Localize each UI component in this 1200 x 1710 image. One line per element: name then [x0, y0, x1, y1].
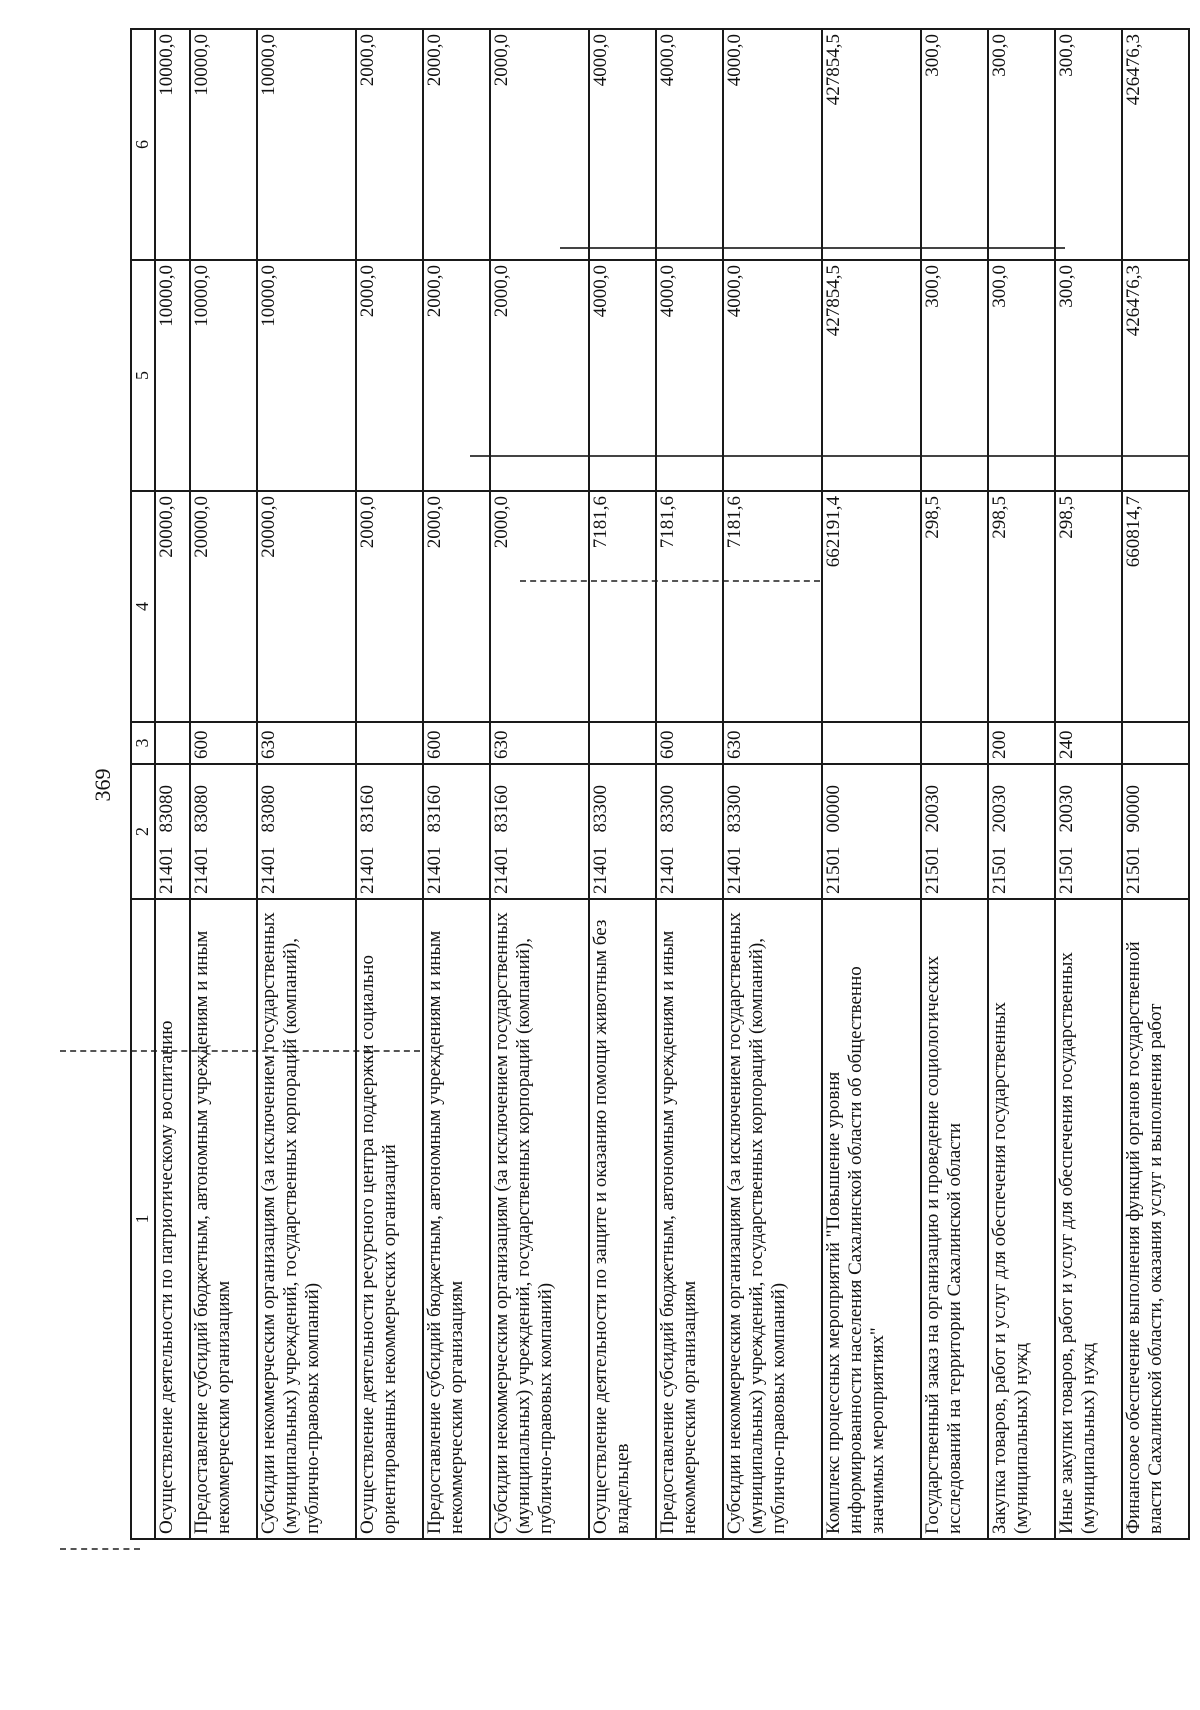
row-expense-type: 630: [490, 722, 589, 764]
row-value-col6: 4000,0: [723, 29, 822, 260]
row-name: Осуществление деятельности ресурсного центра поддержки социально ориентированных некоммерческих организаций: [356, 899, 423, 1539]
row-code-direction: 20030: [921, 785, 943, 833]
row-value-col5: 426476,3: [1122, 260, 1189, 491]
row-value-col5: 10000,0: [190, 260, 257, 491]
table-row: [190, 29, 257, 1539]
row-value-col5: 4000,0: [589, 260, 656, 491]
row-code: [1055, 764, 1122, 899]
scan-artifact-dash: [60, 1548, 140, 1550]
row-name: Субсидии некоммерческим организациям (за исключением государственных (муниципальных) учреждений, государственных корпораций (компаний), публично-правовых компаний): [490, 899, 589, 1539]
row-value-col4: 7181,6: [723, 491, 822, 722]
column-header-6: 6: [131, 29, 155, 260]
row-code: [723, 764, 822, 899]
row-code-program: 21501: [822, 846, 844, 894]
column-header-1: 1: [131, 899, 155, 1539]
row-value-col6: 300,0: [988, 29, 1055, 260]
row-code-program: 21401: [156, 846, 177, 894]
budget-table: [130, 28, 1190, 1540]
row-value-col4: 298,5: [988, 491, 1055, 722]
row-expense-type: 600: [656, 722, 723, 764]
row-code-direction: 83300: [656, 785, 678, 833]
row-code-direction: 00000: [822, 785, 844, 833]
column-header-3: 3: [131, 722, 155, 764]
table-row: [356, 29, 423, 1539]
row-code-direction: 83080: [190, 785, 212, 833]
table-row: [423, 29, 490, 1539]
row-code: [190, 764, 257, 899]
row-expense-type: [822, 722, 921, 764]
table-row: [257, 29, 356, 1539]
column-header-4: 4: [131, 491, 155, 722]
row-expense-type: 240: [1055, 722, 1122, 764]
row-expense-type: [921, 722, 988, 764]
table-row: [589, 29, 656, 1539]
table-row: [1122, 29, 1189, 1539]
row-code-direction: 83160: [490, 785, 512, 833]
row-value-col6: 10000,0: [155, 29, 190, 260]
row-code: [155, 764, 190, 899]
row-code-program: 21401: [490, 846, 512, 894]
table-row: [723, 29, 822, 1539]
row-expense-type: [155, 722, 190, 764]
row-expense-type: 200: [988, 722, 1055, 764]
row-code-direction: 20030: [988, 785, 1010, 833]
column-header-5: 5: [131, 260, 155, 491]
table-header-row: [131, 29, 155, 1539]
row-value-col6: 2000,0: [490, 29, 589, 260]
row-value-col6: 300,0: [921, 29, 988, 260]
row-code-direction: 83300: [589, 785, 611, 833]
row-expense-type: [356, 722, 423, 764]
row-code: [921, 764, 988, 899]
row-expense-type: [589, 722, 656, 764]
row-code: [988, 764, 1055, 899]
row-code-program: 21401: [589, 846, 611, 894]
row-code: [490, 764, 589, 899]
row-name: Иные закупки товаров, работ и услуг для обеспечения государственных (муниципальных) нужд: [1055, 899, 1122, 1539]
row-value-col4: 7181,6: [656, 491, 723, 722]
row-value-col6: 2000,0: [356, 29, 423, 260]
row-code: [257, 764, 356, 899]
row-value-col5: 2000,0: [423, 260, 490, 491]
row-value-col4: 20000,0: [155, 491, 190, 722]
row-expense-type: 630: [257, 722, 356, 764]
row-value-col6: 426476,3: [1122, 29, 1189, 260]
table-row: [988, 29, 1055, 1539]
table-row: [1055, 29, 1122, 1539]
row-value-col5: 2000,0: [356, 260, 423, 491]
column-header-2: 2: [131, 764, 155, 899]
row-value-col5: 2000,0: [490, 260, 589, 491]
row-value-col6: 10000,0: [190, 29, 257, 260]
row-value-col5: 4000,0: [723, 260, 822, 491]
row-value-col4: 2000,0: [490, 491, 589, 722]
row-code: [356, 764, 423, 899]
row-value-col4: 20000,0: [190, 491, 257, 722]
row-code-direction: 83300: [723, 785, 745, 833]
row-value-col6: 4000,0: [656, 29, 723, 260]
row-code-direction: 90000: [1122, 785, 1144, 833]
row-code-program: 21401: [356, 846, 378, 894]
row-code-program: 21401: [190, 846, 212, 894]
table-row: [656, 29, 723, 1539]
row-code: [589, 764, 656, 899]
row-expense-type: [1122, 722, 1189, 764]
row-value-col5: 427854,5: [822, 260, 921, 491]
row-code-program: 21401: [257, 846, 279, 894]
row-value-col6: 4000,0: [589, 29, 656, 260]
row-value-col4: 298,5: [921, 491, 988, 722]
row-name: Субсидии некоммерческим организациям (за исключением государственных (муниципальных) учреждений, государственных корпораций (компаний), публично-правовых компаний): [723, 899, 822, 1539]
row-value-col6: 427854,5: [822, 29, 921, 260]
row-value-col4: 298,5: [1055, 491, 1122, 722]
row-expense-type: 600: [190, 722, 257, 764]
row-value-col5: 10000,0: [155, 260, 190, 491]
row-name: Осуществление деятельности по патриотическому воспитанию: [155, 899, 190, 1539]
row-value-col4: 660814,7: [1122, 491, 1189, 722]
row-code-program: 21501: [921, 846, 943, 894]
row-name: Закупка товаров, работ и услуг для обеспечения государственных (муниципальных) нужд: [988, 899, 1055, 1539]
row-expense-type: 630: [723, 722, 822, 764]
row-value-col5: 10000,0: [257, 260, 356, 491]
row-value-col5: 4000,0: [656, 260, 723, 491]
row-code-program: 21501: [1122, 846, 1144, 894]
rotated-table-frame: [90, 30, 1190, 1540]
row-value-col4: 2000,0: [423, 491, 490, 722]
row-value-col5: 300,0: [1055, 260, 1122, 491]
row-value-col4: 7181,6: [589, 491, 656, 722]
row-code: [656, 764, 723, 899]
row-name: Комплекс процессных мероприятий "Повышение уровня информированности населения Сахалинской области об общественно значимых мероприятиях": [822, 899, 921, 1539]
row-value-col5: 300,0: [921, 260, 988, 491]
row-code-program: 21401: [656, 846, 678, 894]
row-value-col6: 300,0: [1055, 29, 1122, 260]
table-row: [155, 29, 190, 1539]
page-number: 369: [90, 768, 115, 802]
row-code-program: 21401: [423, 846, 445, 894]
row-code-program: 21401: [723, 846, 745, 894]
row-name: Осуществление деятельности по защите и оказанию помощи животным без владельцев: [589, 899, 656, 1539]
row-name: Предоставление субсидий бюджетным, автономным учреждениям и иным некоммерческим организациям: [190, 899, 257, 1539]
row-value-col4: 662191,4: [822, 491, 921, 722]
row-name: Предоставление субсидий бюджетным, автономным учреждениям и иным некоммерческим организациям: [656, 899, 723, 1539]
row-code-direction: 83080: [156, 785, 177, 833]
row-expense-type: 600: [423, 722, 490, 764]
row-value-col4: 20000,0: [257, 491, 356, 722]
row-name: Субсидии некоммерческим организациям (за исключением государственных (муниципальных) учреждений, государственных корпораций (компаний), публично-правовых компаний): [257, 899, 356, 1539]
row-code: [1122, 764, 1189, 899]
row-value-col6: 2000,0: [423, 29, 490, 260]
row-code: [423, 764, 490, 899]
row-code-direction: 83080: [257, 785, 279, 833]
row-code-direction: 83160: [423, 785, 445, 833]
row-code: [822, 764, 921, 899]
row-name: Финансовое обеспечение выполнения функций органов государственной власти Сахалинской области, оказания услуг и выполнения работ: [1122, 899, 1189, 1539]
row-code-direction: 20030: [1055, 785, 1077, 833]
row-value-col6: 10000,0: [257, 29, 356, 260]
row-value-col4: 2000,0: [356, 491, 423, 722]
row-value-col5: 300,0: [988, 260, 1055, 491]
row-code-program: 21501: [1055, 846, 1077, 894]
table-row: [921, 29, 988, 1539]
table-row: [490, 29, 589, 1539]
row-code-program: 21501: [988, 846, 1010, 894]
table-row: [822, 29, 921, 1539]
row-name: Государственный заказ на организацию и проведение социологических исследований на территории Сахалинской области: [921, 899, 988, 1539]
row-code-direction: 83160: [356, 785, 378, 833]
row-name: Предоставление субсидий бюджетным, автономным учреждениям и иным некоммерческим организациям: [423, 899, 490, 1539]
